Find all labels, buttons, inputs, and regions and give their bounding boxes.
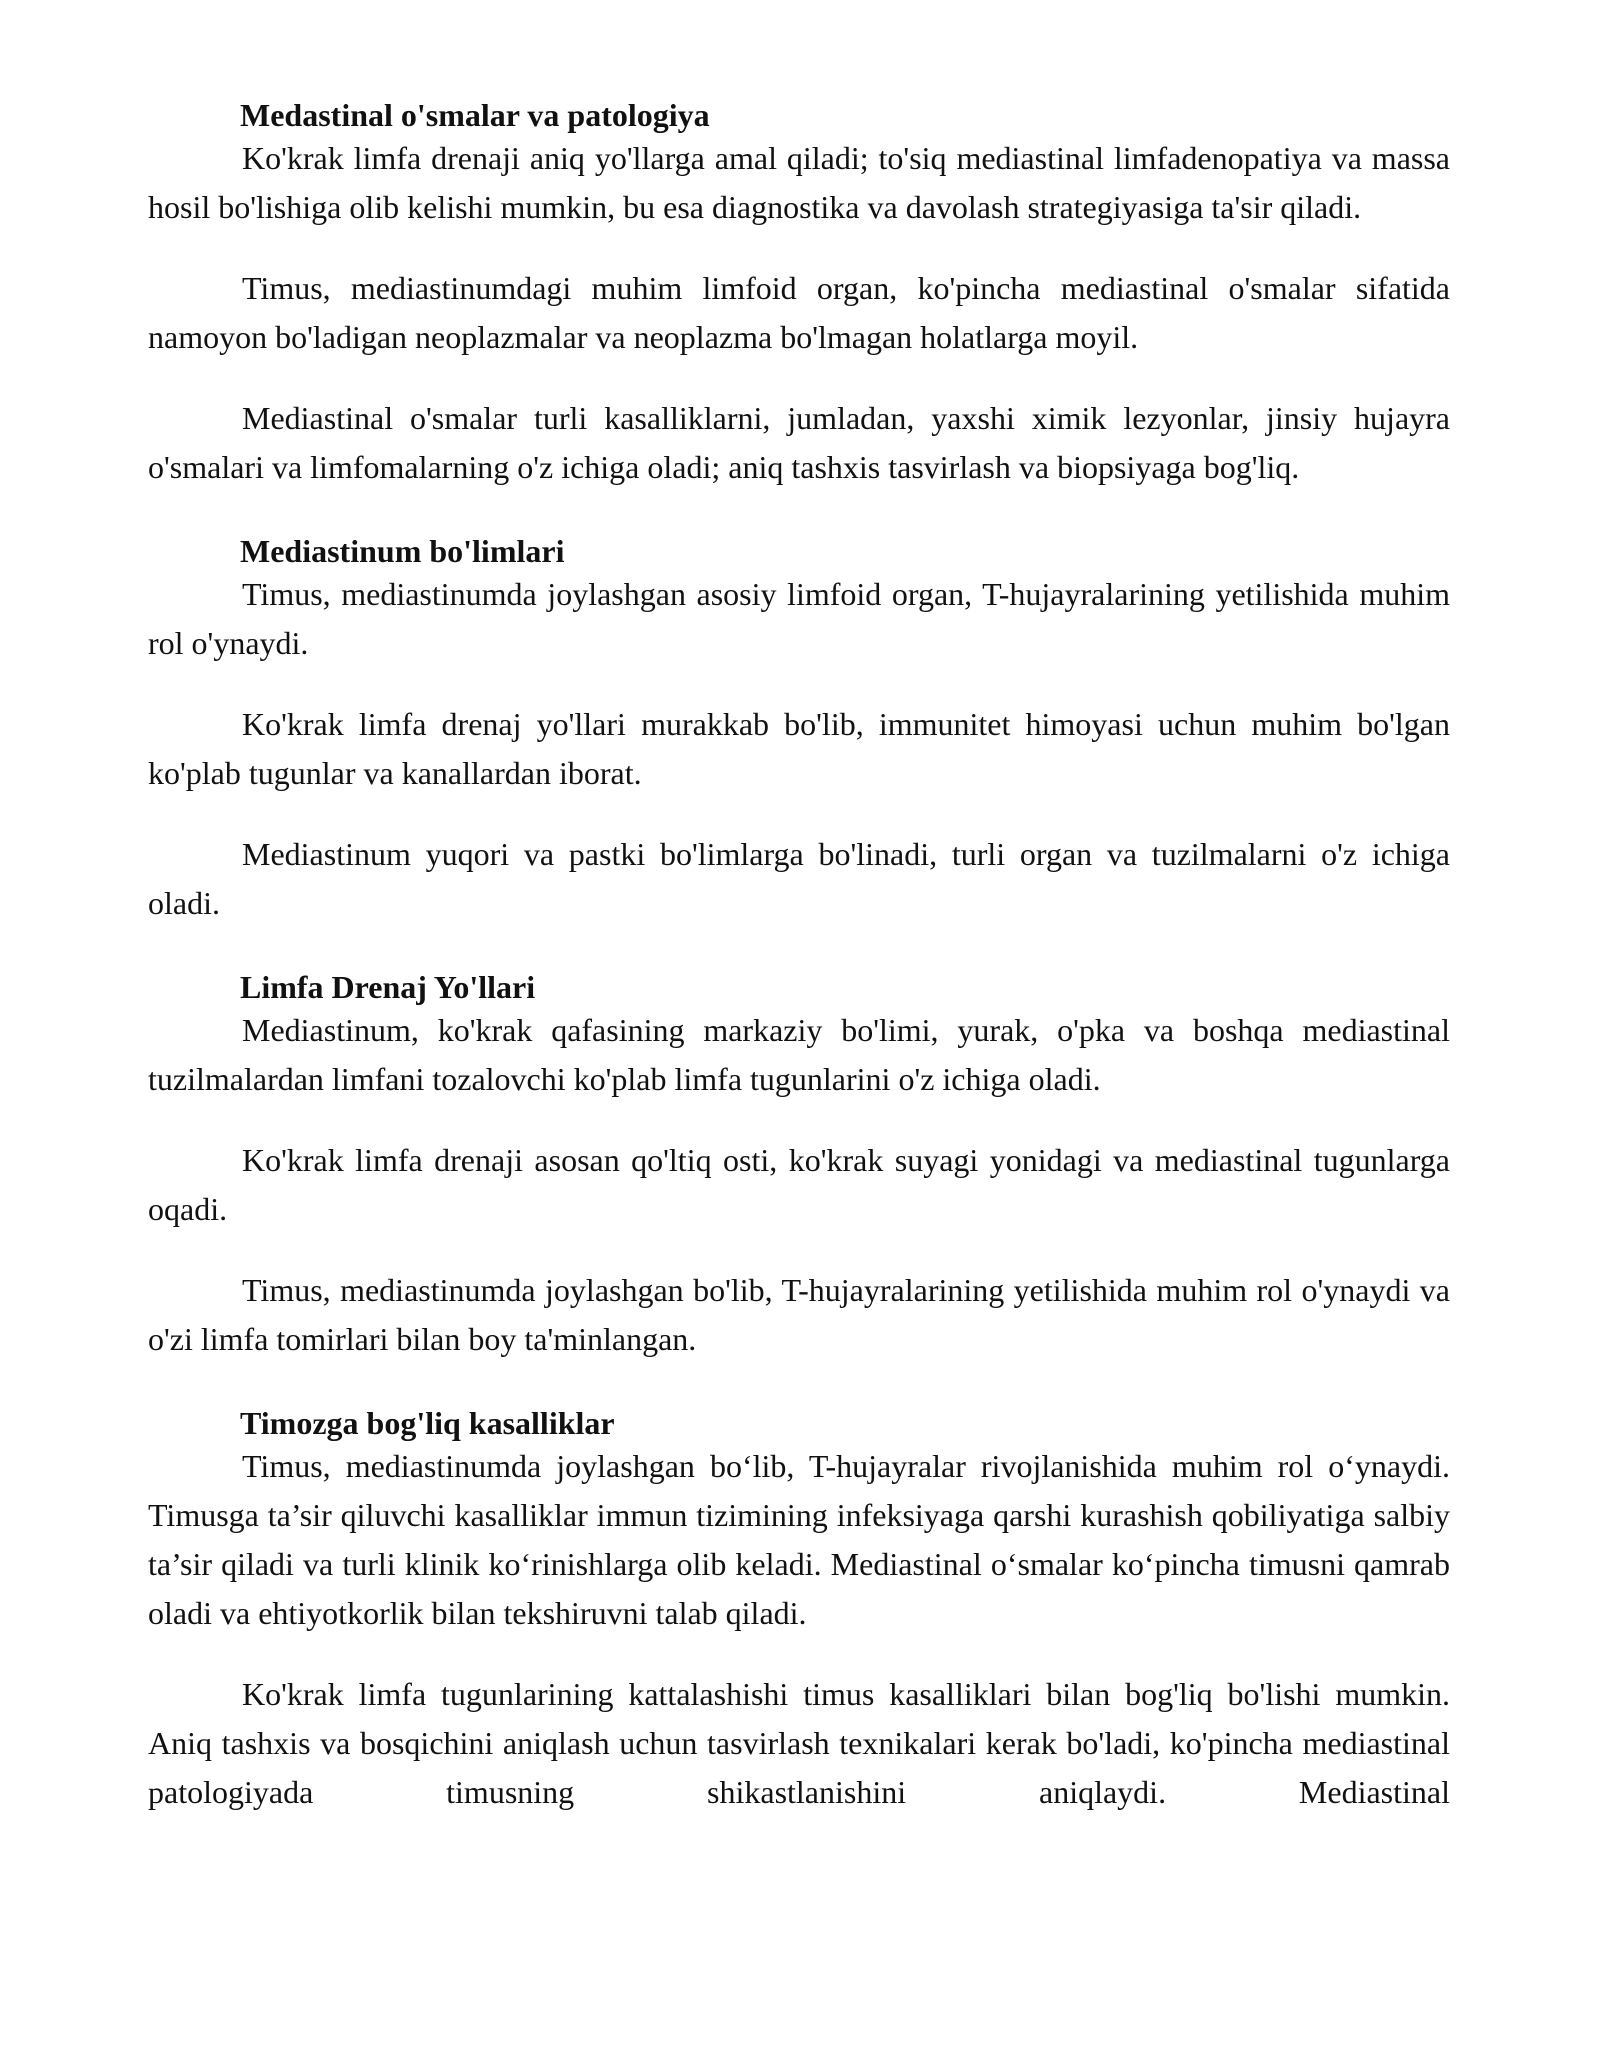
- section-heading: Limfa Drenaj Yo'llari: [240, 969, 536, 1005]
- paragraph: Mediastinum yuqori va pastki bo'limlarga bo'linadi, turli organ va tuzilmalarni o'z ichiga oladi.: [148, 836, 1450, 921]
- paragraph: Ko'krak limfa drenaj yo'llari murakkab bo'lib, immunitet himoyasi uchun muhim bo'lgan ko'plab tugunlar va kanallardan iborat.: [148, 706, 1450, 791]
- paragraph: Ko'krak limfa drenaji aniq yo'llarga amal qiladi; to'siq mediastinal limfadenopatiya va massa hosil bo'lishiga olib kelishi mumkin, bu esa diagnostika va davolash strategiyasiga ta'sir qiladi.: [148, 140, 1450, 225]
- paragraph: Timus, mediastinumda joylashgan bo'lib, T-hujayralarining yetilishida muhim rol o'ynaydi va o'zi limfa tomirlari bilan boy ta'minlangan.: [148, 1272, 1450, 1357]
- paragraph: Timus, mediastinumdagi muhim limfoid organ, ko'pincha mediastinal o'smalar sifatida namoyon bo'ladigan neoplazmalar va neoplazma bo'lmagan holatlarga moyil.: [148, 270, 1450, 355]
- paragraph: Mediastinum, ko'krak qafasining markaziy bo'limi, yurak, o'pka va boshqa mediastinal tuzilmalardan limfani tozalovchi ko'plab limfa tugunlarini o'z ichiga oladi.: [148, 1012, 1450, 1097]
- section-heading: Medastinal o'smalar va patologiya: [240, 97, 710, 133]
- section-heading: Mediastinum bo'limlari: [240, 533, 565, 569]
- section-heading: Timozga bog'liq kasalliklar: [240, 1405, 615, 1441]
- section-thymus-diseases: [148, 1404, 1450, 1817]
- paragraph: Timus, mediastinumda joylashgan asosiy limfoid organ, T-hujayralarining yetilishida muhim rol o'ynaydi.: [148, 576, 1450, 661]
- section-mediastinum-parts: [148, 532, 1450, 928]
- paragraph: Ko'krak limfa tugunlarining kattalashishi timus kasalliklari bilan bog'liq bo'lishi mumkin. Aniq tashxis va bosqichini aniqlash uchun tasvirlash texnikalari kerak bo'ladi, ko'pincha mediastinal patologiyada timusning shikastlanishini aniqlaydi. Mediastinal: [148, 1676, 1450, 1810]
- section-lymph-drainage: [148, 968, 1450, 1364]
- paragraph: Timus, mediastinumda joylashgan bo‘lib, T-hujayralar rivojlanishida muhim rol o‘ynaydi. Timusga ta’sir qiluvchi kasalliklar immun tizimining infeksiyaga qarshi kurashish qobiliyatiga salbiy ta’sir qiladi va turli klinik ko‘rinishlarga olib keladi. Mediastinal o‘smalar ko‘pincha timusni qamrab oladi va ehtiyotkorlik bilan tekshiruvni talab qiladi.: [148, 1448, 1450, 1631]
- paragraph: Ko'krak limfa drenaji asosan qo'ltiq osti, ko'krak suyagi yonidagi va mediastinal tugunlarga oqadi.: [148, 1142, 1450, 1227]
- document-page: [148, 96, 1450, 1817]
- section-mediastinal-tumors: [148, 96, 1450, 492]
- paragraph: Mediastinal o'smalar turli kasalliklarni, jumladan, yaxshi ximik lezyonlar, jinsiy hujayra o'smalari va limfomalarning o'z ichiga oladi; aniq tashxis tasvirlash va biopsiyaga bog'liq.: [148, 400, 1450, 485]
